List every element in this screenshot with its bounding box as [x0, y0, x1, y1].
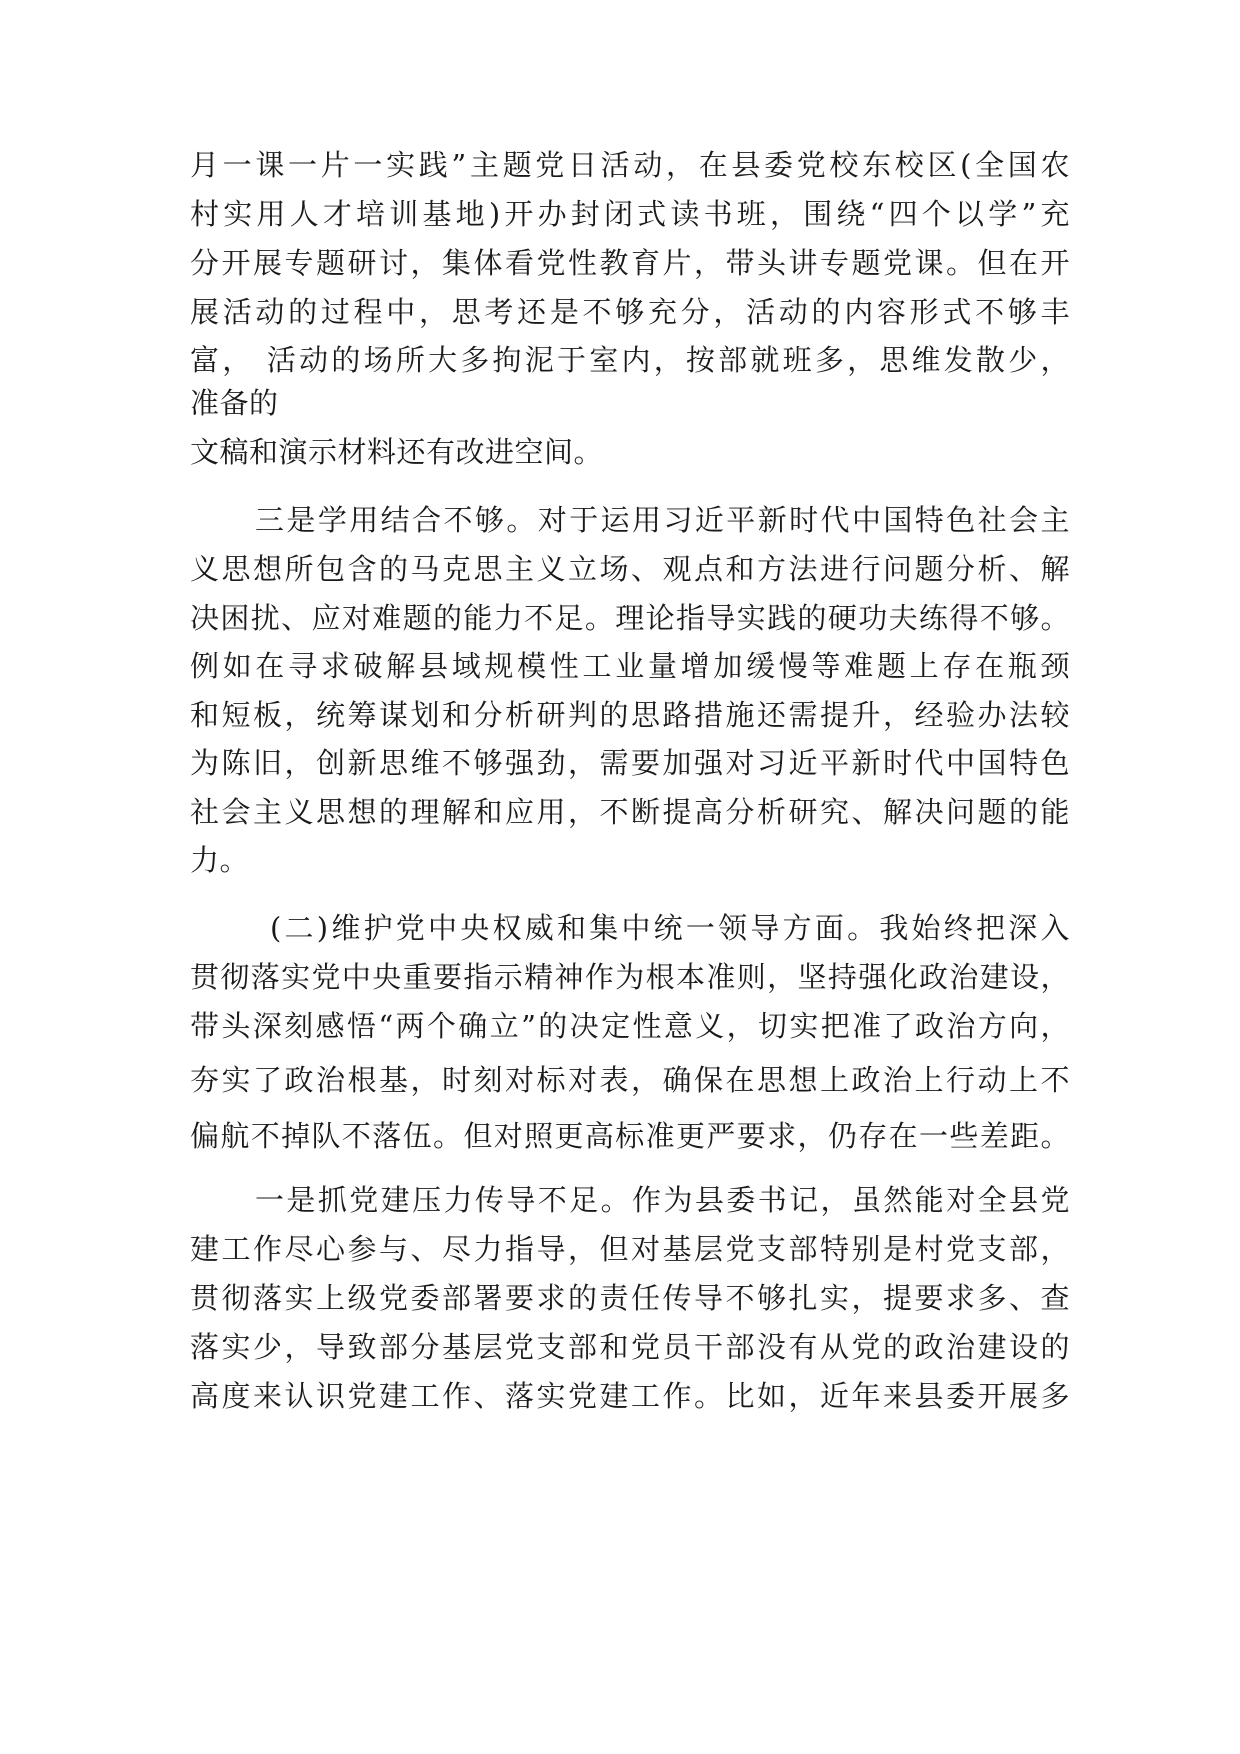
text-line: 夯实了政治根基，时刻对标对表，确保在思想上政治上行动上不 — [190, 1063, 1070, 1097]
text-line: 文稿和演示材料还有改进空间。 — [190, 435, 604, 469]
text-line: 三是学用结合不够。对于运用习近平新时代中国特色社会主 — [255, 503, 1070, 537]
text-line: 偏航不掉队不落伍。但对照更高标准更严要求，仍存在一些差距。 — [190, 1119, 1070, 1153]
text-line: 力。 — [190, 843, 250, 877]
text-line: 落实少，导致部分基层党支部和党员干部没有从党的政治建设的 — [190, 1330, 1070, 1364]
text-line: 高度来认识党建工作、落实党建工作。比如，近年来县委开展多 — [190, 1379, 1070, 1413]
text-line: 一是抓党建压力传导不足。作为县委书记，虽然能对全县党 — [255, 1183, 1070, 1217]
text-line: 村实用人才培训基地)开办封闭式读书班，围绕“四个以学”充 — [190, 197, 1070, 231]
text-line: 建工作尽心参与、尽力指导，但对基层党支部特别是村党支部， — [190, 1232, 1070, 1266]
text-line: 准备的 — [190, 386, 279, 420]
text-line: 贯彻落实党中央重要指示精神作为根本准则，坚持强化政治建设， — [190, 960, 1070, 994]
text-line: 富， 活动的场所大多拘泥于室内，按部就班多，思维发散少， — [190, 343, 1070, 377]
text-line: 和短板，统筹谋划和分析研判的思路措施还需提升，经验办法较 — [190, 698, 1070, 732]
text-line: 义思想所包含的马克思主义立场、观点和方法进行问题分析、解 — [190, 552, 1070, 586]
text-line: 分开展专题研讨，集体看党性教育片，带头讲专题党课。但在开 — [190, 246, 1070, 280]
text-line: 例如在寻求破解县域规模性工业量增加缓慢等难题上存在瓶颈 — [190, 649, 1070, 683]
text-line: 带头深刻感悟“两个确立”的决定性意义，切实把准了政治方向， — [190, 1009, 1070, 1043]
text-line: 决困扰、应对难题的能力不足。理论指导实践的硬功夫练得不够。 — [190, 601, 1070, 635]
section-heading-line: (二)维护党中央权威和集中统一领导方面。我始终把深入 — [270, 911, 1070, 945]
text-line: 贯彻落实上级党委部署要求的责任传导不够扎实，提要求多、查 — [190, 1281, 1070, 1315]
text-line: 为陈旧，创新思维不够强劲，需要加强对习近平新时代中国特色 — [190, 746, 1070, 780]
text-line: 社会主义思想的理解和应用，不断提高分析研究、解决问题的能 — [190, 795, 1070, 829]
text-line: 展活动的过程中，思考还是不够充分，活动的内容形式不够丰 — [190, 295, 1070, 329]
text-line: 月一课一片一实践”主题党日活动，在县委党校东校区(全国农 — [190, 148, 1070, 182]
